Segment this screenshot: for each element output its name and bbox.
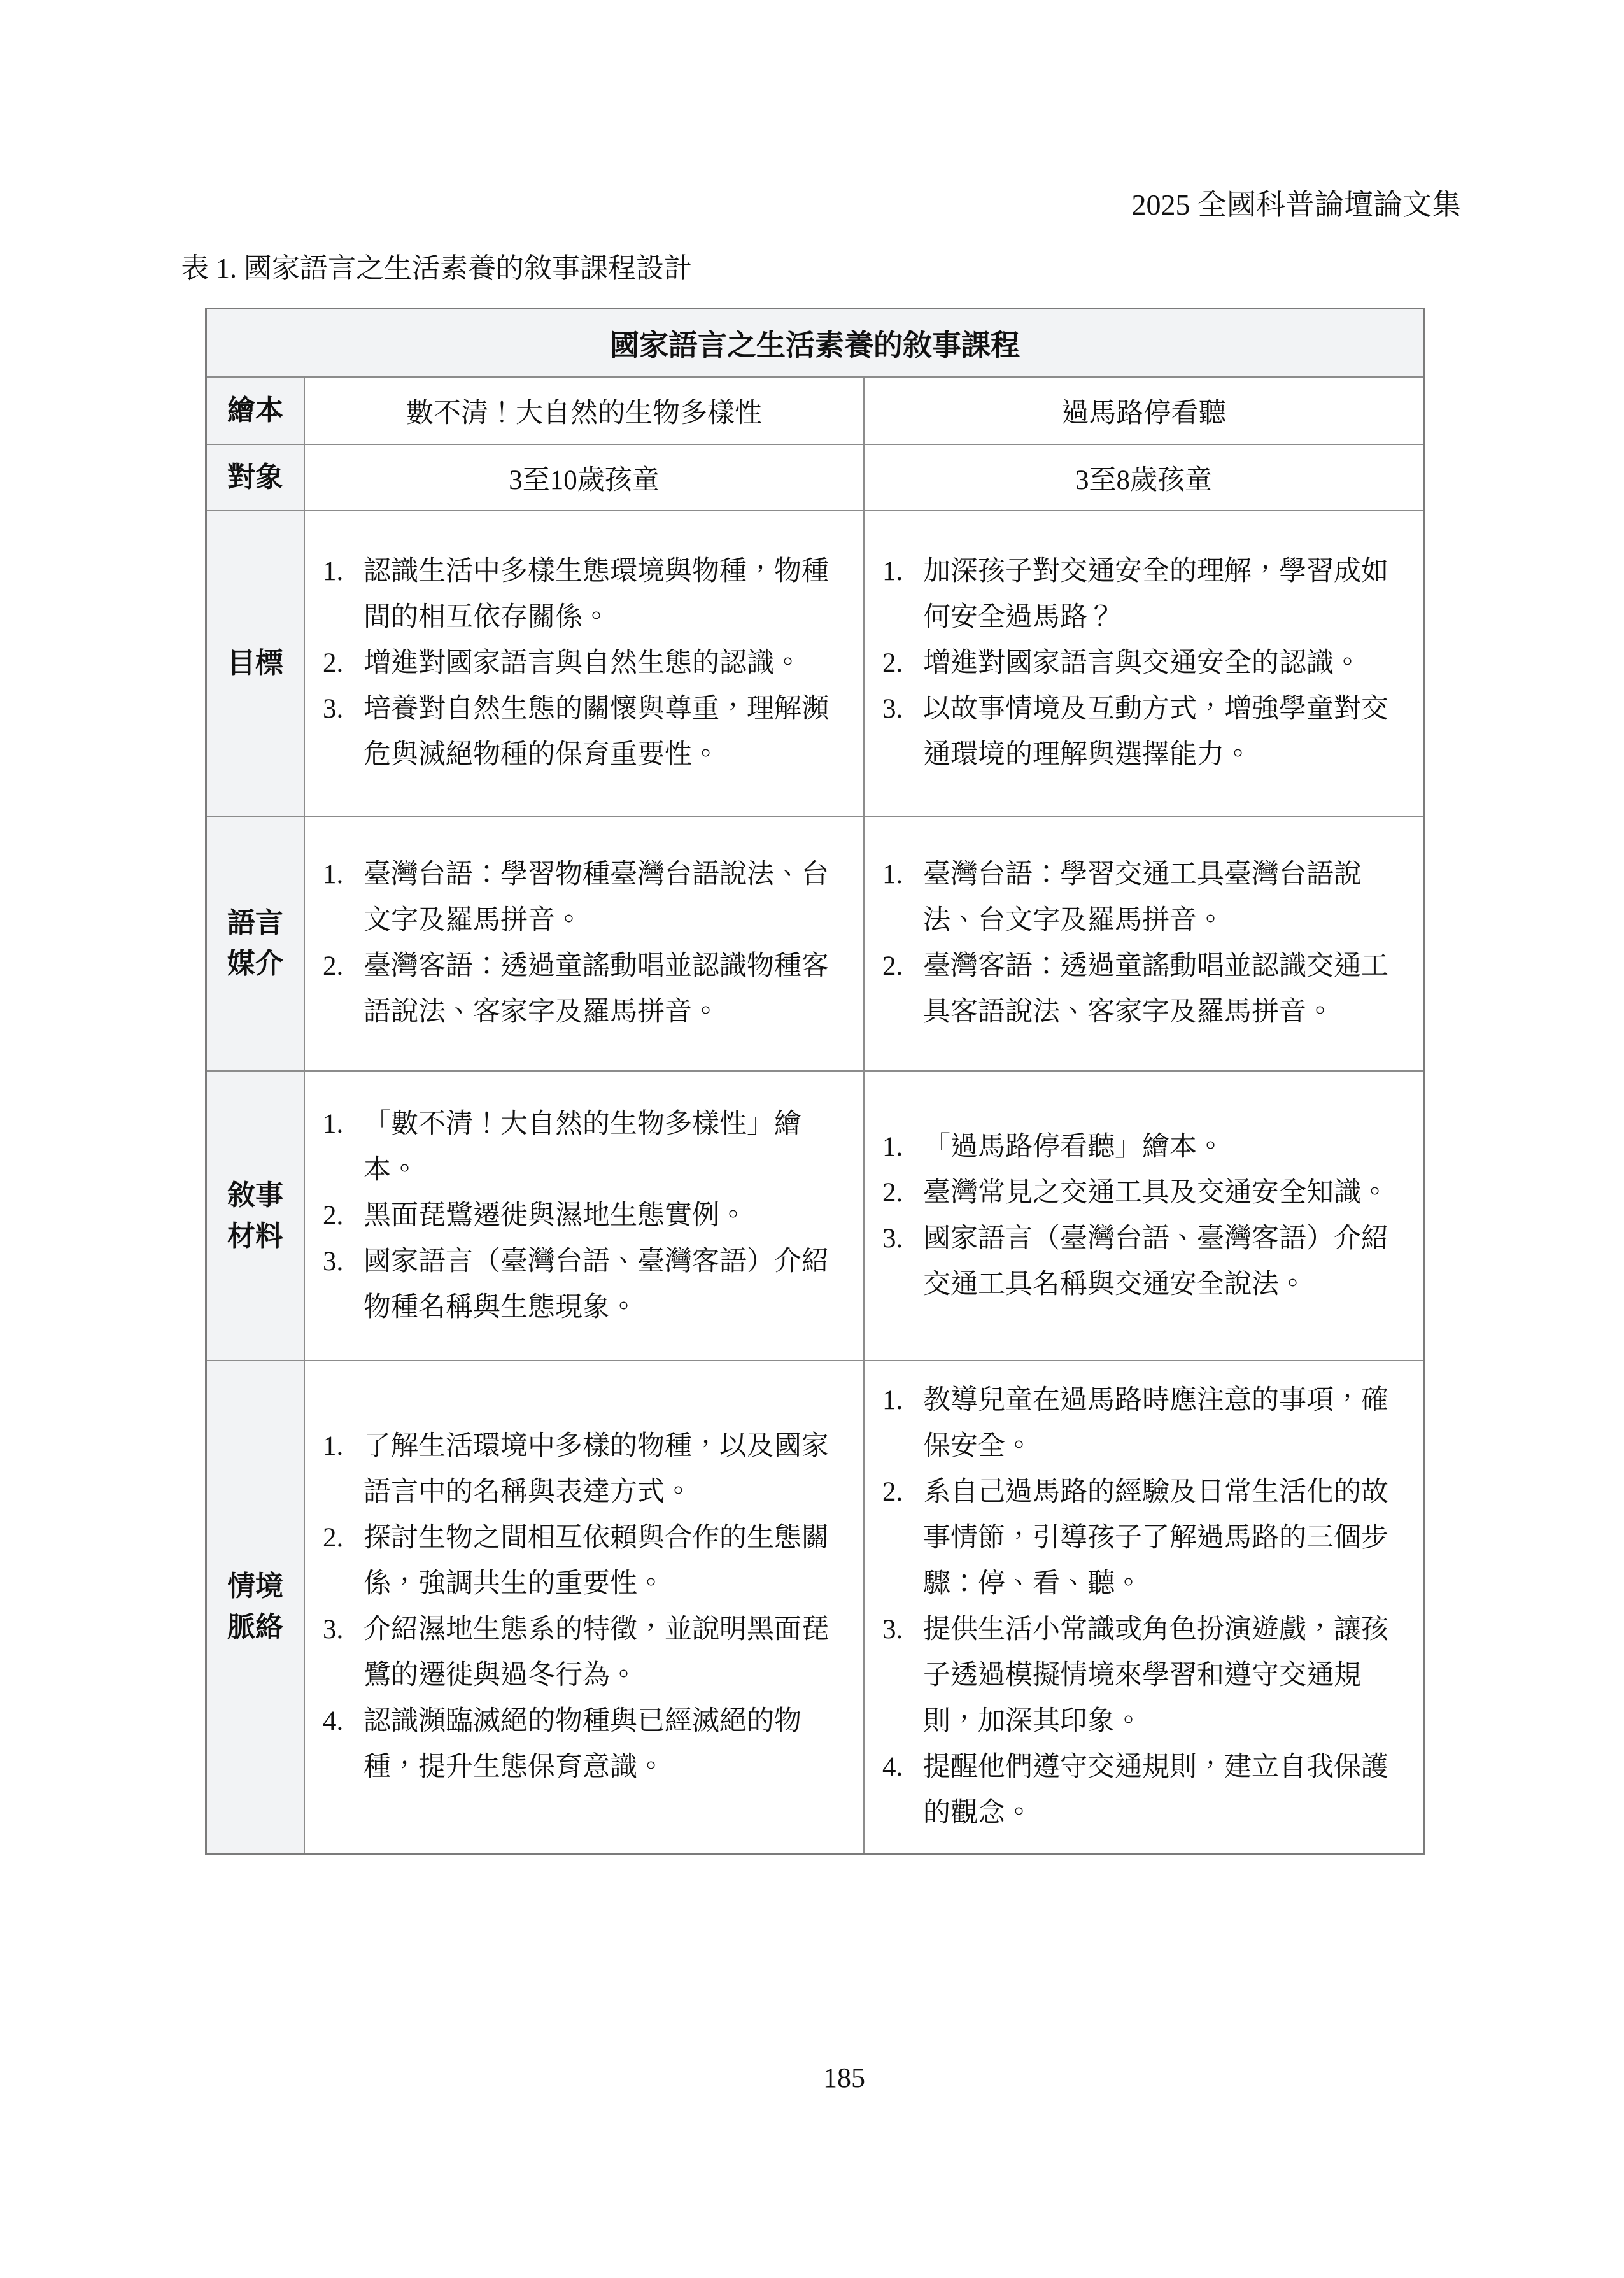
list-item-text: 認識生活中多樣生態環境與物種，物種間的相互依存關係。	[364, 556, 829, 633]
row-label-line: 脈絡	[227, 1611, 283, 1643]
table-row	[207, 1361, 1423, 1853]
list-item-number: 4.	[323, 1706, 344, 1737]
row-label	[207, 1361, 305, 1853]
list-item	[323, 1239, 847, 1331]
row-label-line: 語言	[227, 907, 283, 939]
list-item	[882, 1378, 1406, 1469]
table-title: 國家語言之生活素養的敘事課程	[207, 309, 1423, 378]
list-item-number: 3.	[323, 1615, 344, 1645]
list-item-text: 探討生物之間相互依賴與合作的生態關係，強調共生的重要性。	[364, 1523, 829, 1599]
list-item	[882, 1607, 1406, 1744]
row-label	[207, 445, 305, 510]
cell-right: 過馬路停看聽	[1061, 398, 1226, 428]
cell-left	[305, 1361, 865, 1853]
list-item	[323, 944, 847, 1035]
table-row	[207, 1072, 1423, 1361]
row-label-line: 對象	[227, 462, 283, 493]
list-item-number: 2.	[882, 648, 903, 679]
list-item	[323, 1101, 847, 1193]
list-item-text: 臺灣台語：學習交通工具臺灣台語說法、台文字及羅馬拼音。	[923, 860, 1361, 936]
list-item-number: 3.	[323, 1246, 344, 1277]
list-item-text: 「數不清！大自然的生物多樣性」繪本。	[364, 1108, 801, 1185]
table-row	[207, 511, 1423, 817]
list-item-number: 2.	[882, 951, 903, 982]
list-item	[882, 852, 1406, 944]
list-item-number: 2.	[882, 1477, 903, 1508]
list-item-text: 臺灣客語：透過童謠動唱並認識交通工具客語說法、客家字及羅馬拼音。	[923, 951, 1388, 1028]
cell-right	[865, 511, 1423, 816]
list-item	[323, 640, 847, 686]
list-item	[882, 549, 1406, 640]
row-label-line: 材料	[227, 1220, 283, 1252]
list-item-text: 臺灣常見之交通工具及交通安全知識。	[923, 1177, 1388, 1208]
cell-left: 3至10歲孩童	[305, 445, 865, 510]
list-item	[323, 1515, 847, 1607]
list-item-number: 3.	[882, 1615, 903, 1645]
row-label	[207, 511, 305, 816]
list-item-number: 2.	[882, 1177, 903, 1208]
list-item	[323, 1424, 847, 1515]
list-item-text: 系自己過馬路的經驗及日常生活化的故事情節，引導孩子了解過馬路的三個步驟：停、看、聽。	[923, 1477, 1388, 1599]
cell-right	[865, 817, 1423, 1070]
list-item-text: 國家語言（臺灣台語、臺灣客語）介紹物種名稱與生態現象。	[364, 1246, 829, 1322]
list-item-number: 2.	[323, 1200, 344, 1231]
list-item	[882, 1170, 1406, 1216]
table-body	[207, 378, 1423, 1853]
list-item-number: 3.	[323, 694, 344, 725]
row-label-line: 敘事	[227, 1179, 283, 1211]
list-item-text: 臺灣台語：學習物種臺灣台語說法、台文字及羅馬拼音。	[364, 860, 829, 936]
list-item-text: 認識瀕臨滅絕的物種與已經滅絕的物種，提升生態保育意識。	[364, 1706, 801, 1783]
list-item-number: 1.	[882, 1131, 903, 1162]
list-item-text: 了解生活環境中多樣的物種，以及國家語言中的名稱與表達方式。	[364, 1431, 829, 1508]
row-label	[207, 1072, 305, 1360]
list-item-number: 2.	[323, 951, 344, 982]
list-item-text: 提供生活小常識或角色扮演遊戲，讓孩子透過模擬情境來學習和遵守交通規則，加深其印象。	[923, 1615, 1388, 1737]
list-item	[882, 1469, 1406, 1607]
course-table	[205, 308, 1425, 1855]
cell-left	[305, 817, 865, 1070]
list-item-text: 教導兒童在過馬路時應注意的事項，確保安全。	[923, 1385, 1388, 1462]
list-item	[882, 1216, 1406, 1308]
cell-left	[305, 1072, 865, 1360]
list-item-text: 增進對國家語言與自然生態的認識。	[364, 648, 801, 679]
list-item-number: 1.	[323, 860, 344, 890]
list-item	[323, 686, 847, 778]
row-label-line: 繪本	[227, 395, 283, 427]
list-item-number: 3.	[882, 1223, 903, 1254]
list-item	[882, 1124, 1406, 1170]
row-label	[207, 378, 305, 444]
row-label-line: 情境	[227, 1571, 283, 1602]
cell-right	[865, 1361, 1423, 1853]
list-item	[323, 852, 847, 944]
list-item-number: 1.	[882, 860, 903, 890]
table-row	[207, 378, 1423, 445]
list-item-text: 國家語言（臺灣台語、臺灣客語）介紹交通工具名稱與交通安全說法。	[923, 1223, 1388, 1299]
list-item-text: 加深孩子對交通安全的理解，學習成如何安全過馬路？	[923, 556, 1388, 633]
list-item-number: 2.	[323, 1523, 344, 1553]
list-item	[323, 549, 847, 640]
list-item-text: 以故事情境及互動方式，增強學童對交通環境的理解與選擇能力。	[923, 694, 1388, 770]
list-item-text: 黑面琵鷺遷徙與濕地生態實例。	[364, 1200, 747, 1231]
proceedings-header: 2025 全國科普論壇論文集	[1131, 188, 1461, 221]
list-item	[882, 640, 1406, 686]
table-caption: 表 1. 國家語言之生活素養的敘事課程設計	[181, 252, 692, 284]
table-row	[207, 445, 1423, 511]
list-item-number: 1.	[323, 556, 344, 587]
list-item	[882, 944, 1406, 1035]
list-item-text: 介紹濕地生態系的特徵，並說明黑面琵鷺的遷徙與過冬行為。	[364, 1615, 829, 1691]
cell-left	[305, 511, 865, 816]
list-item-number: 4.	[882, 1752, 903, 1783]
list-item-number: 1.	[882, 556, 903, 587]
list-item-text: 增進對國家語言與交通安全的認識。	[923, 648, 1361, 679]
list-item	[323, 1699, 847, 1790]
list-item-number: 1.	[323, 1431, 344, 1462]
list-item-text: 提醒他們遵守交通規則，建立自我保護的觀念。	[923, 1752, 1388, 1829]
cell-right	[865, 1072, 1423, 1360]
list-item-text: 「過馬路停看聽」繪本。	[923, 1131, 1224, 1162]
list-item-number: 1.	[323, 1108, 344, 1139]
list-item	[882, 1744, 1406, 1836]
page-number: 185	[823, 2062, 865, 2093]
cell-right: 3至8歲孩童	[1075, 465, 1212, 495]
list-item	[882, 686, 1406, 778]
list-item-number: 1.	[882, 1385, 903, 1416]
list-item-text: 臺灣客語：透過童謠動唱並認識物種客語說法、客家字及羅馬拼音。	[364, 951, 829, 1028]
cell-left: 數不清！大自然的生物多樣性	[305, 378, 865, 444]
list-item-number: 2.	[323, 648, 344, 679]
row-label-line: 媒介	[227, 948, 283, 980]
list-item-number: 3.	[882, 694, 903, 725]
row-label	[207, 817, 305, 1070]
table-row	[207, 817, 1423, 1072]
list-item-text: 培養對自然生態的關懷與尊重，理解瀕危與滅絕物種的保育重要性。	[364, 694, 829, 770]
list-item	[323, 1193, 847, 1239]
row-label-line: 目標	[227, 647, 283, 679]
list-item	[323, 1607, 847, 1699]
